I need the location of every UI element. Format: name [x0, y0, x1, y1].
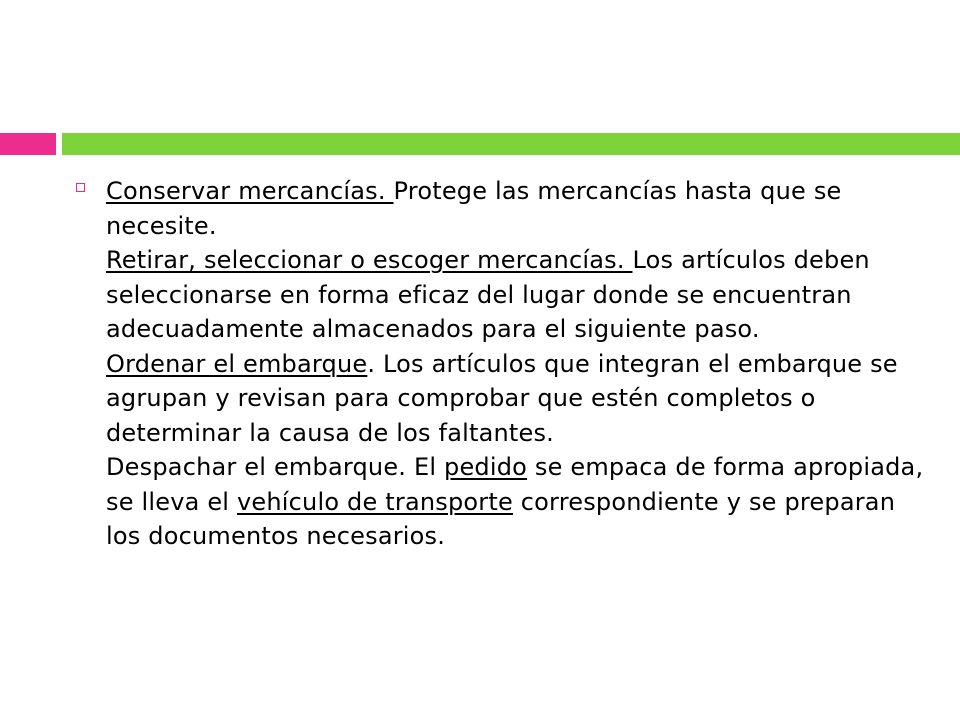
term-conservar-mercancias[interactable]: Conservar mercancías.	[106, 177, 394, 205]
desc-conservar: Protege las mercancías hasta que se necesite.	[106, 177, 842, 240]
link-vehiculo-de-transporte[interactable]: vehículo de transporte	[237, 487, 513, 516]
term-ordenar-embarque[interactable]: Ordenar el embarque	[106, 349, 368, 378]
term-retirar-mercancias[interactable]: Retirar, seleccionar o escoger mercancías.	[106, 246, 633, 274]
link-pedido[interactable]: pedido	[444, 453, 528, 481]
desc-despachar-a: Despachar el embarque. El	[106, 453, 445, 481]
desc-despachar-c: correspondiente y se preparan los documentos necesarios.	[106, 487, 896, 550]
desc-retirar: Los artículos deben seleccionarse en forma eficaz del lugar donde se encuentran adecuadamente almacenados para el siguiente paso.	[106, 246, 870, 343]
desc-ordenar: . Los artículos que integran el embarque se agrupan y revisan para comprobar que estén completos o determinar la causa de los faltantes.	[106, 349, 898, 447]
square-bullet-icon	[76, 183, 85, 192]
bullet-paragraph	[106, 174, 926, 554]
header-accent-green-bar	[62, 133, 960, 155]
desc-despachar-b: se empaca de forma apropiada, se lleva el	[106, 453, 924, 516]
header-accent-pink-bar	[0, 133, 56, 155]
